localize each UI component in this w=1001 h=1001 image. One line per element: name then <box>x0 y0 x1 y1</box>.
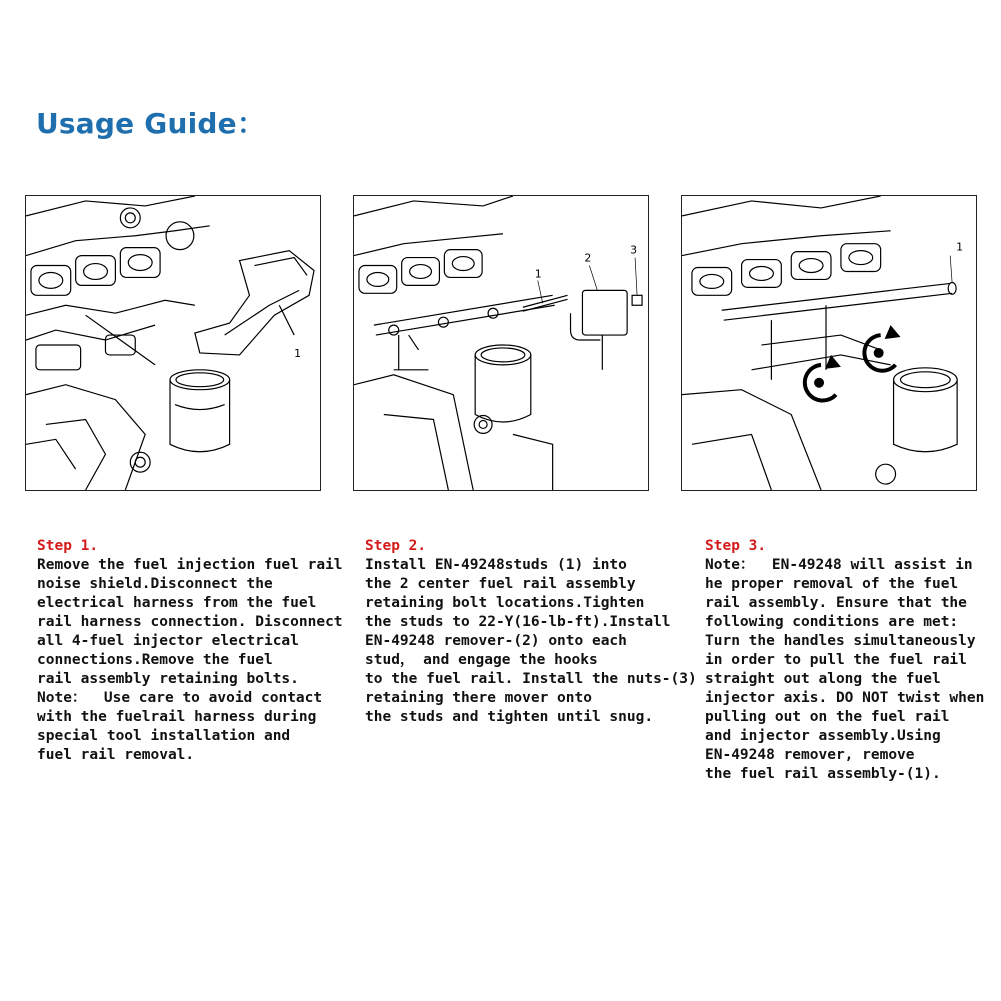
step-text-line: all 4-fuel injector electrical <box>37 633 299 649</box>
step-2 <box>365 537 697 727</box>
callout-3: 3 <box>630 243 638 257</box>
step-text-line: and injector assembly.Using <box>705 728 941 744</box>
page-title: Usage Guide： <box>36 107 266 140</box>
step-text-line: the fuel rail assembly-(1). <box>705 766 941 782</box>
figure-step-3 <box>681 195 977 491</box>
step-text-line: pulling out on the fuel rail <box>705 709 950 725</box>
figure-step-2 <box>353 195 649 491</box>
step-text-line: in order to pull the fuel rail <box>705 652 967 668</box>
step-text-line: noise shield.Disconnect the <box>37 576 273 592</box>
callout-1: 1 <box>534 267 542 281</box>
step-text-line: injector axis. DO NOT twist when <box>705 690 985 706</box>
step-text-line: the studs and tighten until snug. <box>365 709 654 725</box>
figure-step-1 <box>25 195 321 491</box>
step-title: Step 1. <box>37 538 99 554</box>
callout-1: 1 <box>294 346 302 360</box>
step-text-line: rail harness connection. Disconnect <box>37 614 343 630</box>
step-text-line: the studs to 22-Y(16-lb-ft).Install <box>365 614 671 630</box>
step-3 <box>705 537 1001 784</box>
step-title: Step 2. <box>365 538 427 554</box>
step-text-line: rail assembly. Ensure that the <box>705 595 967 611</box>
engine-illustration-2 <box>354 196 648 490</box>
step-text-line: EN-49248 remover-(2) onto each <box>365 633 627 649</box>
step-text-line: EN-49248 remover, remove <box>705 747 915 763</box>
step-text-line: fuel rail removal. <box>37 747 195 763</box>
step-text-line: electrical harness from the fuel <box>37 595 317 611</box>
step-text-line: Note： Use care to avoid contact <box>37 690 323 706</box>
engine-illustration-1 <box>26 196 320 490</box>
step-text-line: retaining bolt locations.Tighten <box>365 595 645 611</box>
step-text-line: to the fuel rail. Install the nuts-(3) <box>365 671 697 687</box>
step-text-line: following conditions are met: <box>705 614 959 630</box>
step-text-line: Install EN-49248studs (1) into <box>365 557 627 573</box>
step-text-line: Turn the handles simultaneously <box>705 633 976 649</box>
step-text-line: connections.Remove the fuel <box>37 652 273 668</box>
engine-illustration-3 <box>682 196 976 490</box>
step-text-line: rail assembly retaining bolts. <box>37 671 299 687</box>
step-text-line: the 2 center fuel rail assembly <box>365 576 636 592</box>
callout-1: 1 <box>956 240 964 254</box>
callout-2: 2 <box>584 251 592 265</box>
step-text-line: with the fuelrail harness during <box>37 709 317 725</box>
step-text-line: special tool installation and <box>37 728 291 744</box>
step-text-line: Note： EN-49248 will assist in <box>705 557 973 573</box>
step-text-line: he proper removal of the fuel <box>705 576 959 592</box>
step-text-line: Remove the fuel injection fuel rail <box>37 557 343 573</box>
step-1 <box>37 537 343 765</box>
step-text-line: retaining there mover onto <box>365 690 592 706</box>
step-text-line: straight out along the fuel <box>705 671 941 687</box>
step-text-line: stud， and engage the hooks <box>365 652 598 668</box>
step-title: Step 3. <box>705 538 767 554</box>
